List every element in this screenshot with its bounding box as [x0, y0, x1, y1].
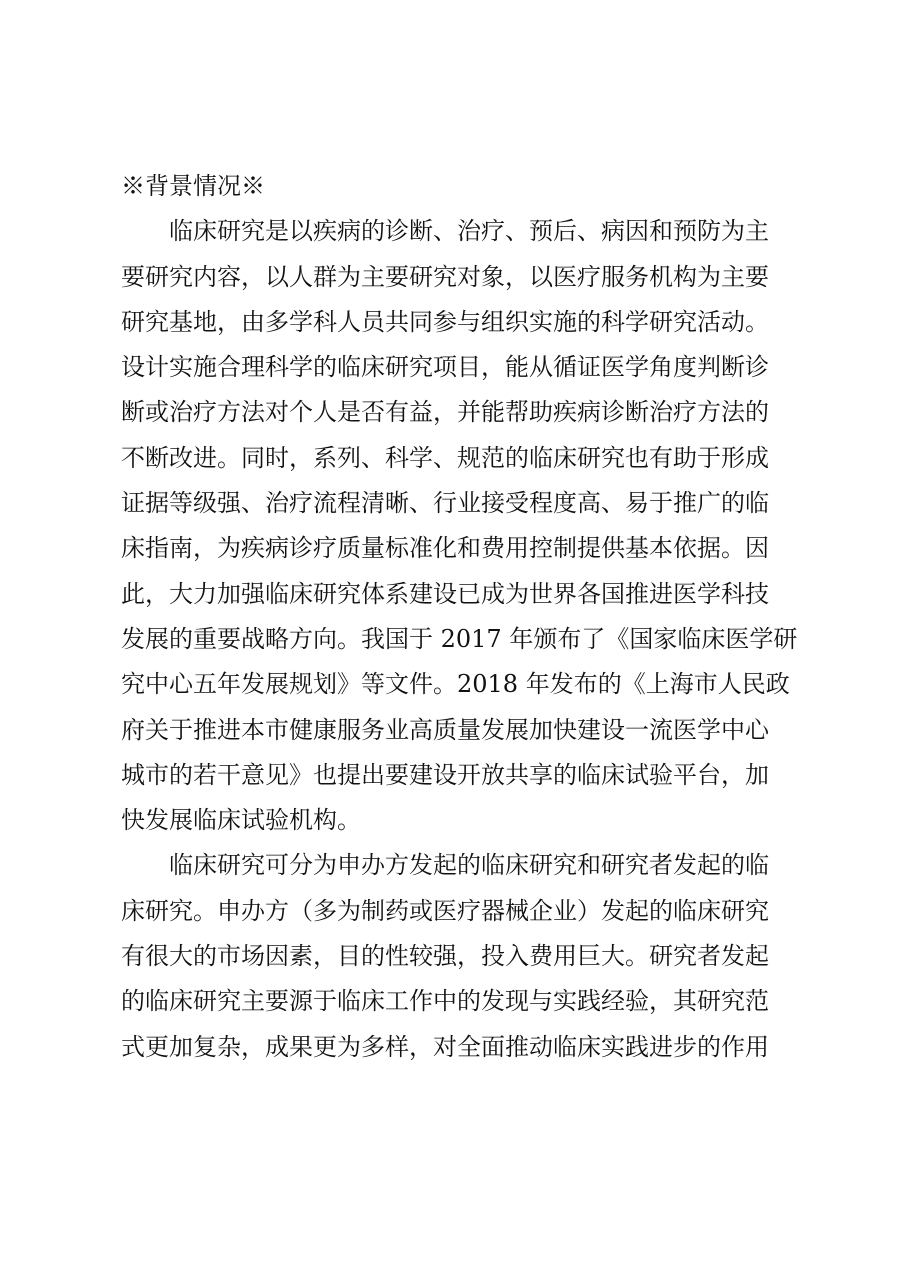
- paragraph-line: 究中心五年发展规划》等文件。2018 年发布的《上海市人民政: [121, 670, 790, 699]
- paragraph-line: 发展的重要战略方向。我国于 2017 年颁布了《国家临床医学研: [121, 624, 798, 653]
- paragraph-line: 临床研究可分为申办方发起的临床研究和研究者发起的临: [169, 851, 769, 880]
- paragraph-line: 设计实施合理科学的临床研究项目，能从循证医学角度判断诊: [121, 353, 769, 382]
- paragraph-line: 式更加复杂，成果更为多样，对全面推动临床实践进步的作用: [121, 1032, 769, 1061]
- paragraph-line: 此，大力加强临床研究体系建设已成为世界各国推进医学科技: [121, 579, 769, 608]
- paragraph-line: 断或治疗方法对个人是否有益，并能帮助疾病诊断治疗方法的: [121, 398, 769, 427]
- paragraph-line: 城市的若干意见》也提出要建设开放共享的临床试验平台，加: [121, 760, 769, 789]
- section-heading: ※背景情况※: [121, 172, 265, 200]
- paragraph-line: 研究基地，由多学科人员共同参与组织实施的科学研究活动。: [121, 307, 769, 336]
- paragraph-line: 的临床研究主要源于临床工作中的发现与实践经验，其研究范: [121, 987, 769, 1016]
- paragraph-1: [121, 209, 798, 843]
- paragraph-line: 证据等级强、治疗流程清晰、行业接受程度高、易于推广的临: [121, 489, 769, 518]
- paragraph-line: 床研究。申办方（多为制药或医疗器械企业）发起的临床研究: [121, 896, 769, 925]
- paragraph-line: 要研究内容，以人群为主要研究对象，以医疗服务机构为主要: [121, 262, 769, 291]
- paragraph-line: 快发展临床试验机构。: [121, 806, 361, 835]
- paragraph-line: 府关于推进本市健康服务业高质量发展加快建设一流医学中心: [121, 715, 769, 744]
- paragraph-line: 不断改进。同时，系列、科学、规范的临床研究也有助于形成: [121, 443, 769, 472]
- document-body: [121, 164, 798, 1070]
- paragraph-line: 有很大的市场因素，目的性较强，投入费用巨大。研究者发起: [121, 942, 769, 971]
- paragraph-line: 临床研究是以疾病的诊断、治疗、预后、病因和预防为主: [169, 217, 769, 246]
- paragraph-2: [121, 843, 789, 1069]
- paragraph-line: 床指南，为疾病诊疗质量标准化和费用控制提供基本依据。因: [121, 534, 769, 563]
